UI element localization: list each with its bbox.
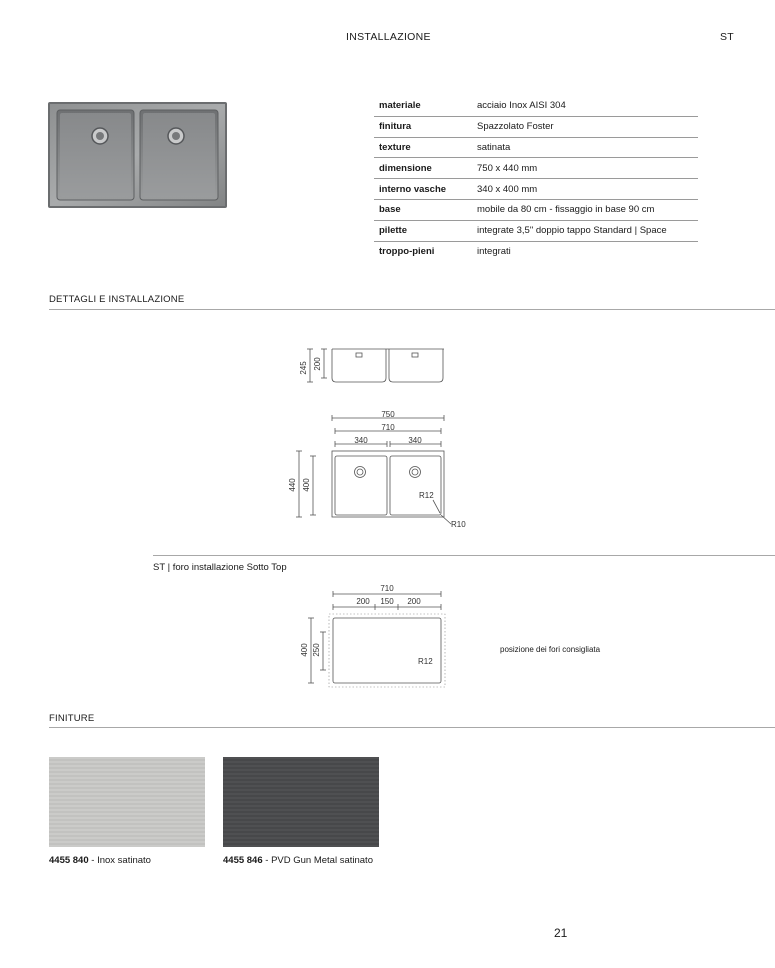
dim-cutout-seg2: 150 (380, 597, 394, 606)
spec-row (374, 179, 698, 200)
spec-key: materiale (379, 100, 421, 112)
spec-key: interno vasche (379, 183, 447, 195)
page-header-title: INSTALLAZIONE (346, 31, 431, 43)
spec-value: mobile da 80 cm - fissaggio in base 90 cm (477, 204, 655, 216)
swatch-inox (49, 757, 205, 847)
spec-row (374, 117, 698, 138)
section-divider (49, 727, 775, 728)
spec-key: pilette (379, 225, 407, 237)
spec-row (374, 221, 698, 242)
spec-key: finitura (379, 121, 412, 133)
spec-value: satinata (477, 141, 511, 153)
page-header-code: ST (720, 31, 735, 43)
spec-row (374, 200, 698, 221)
dim-radius-inner: R12 (419, 491, 434, 500)
finish-label-inox (49, 855, 151, 866)
spec-value: integrate 3,5" doppio tappo Standard | Space (477, 225, 667, 237)
swatch-gun-metal (223, 757, 379, 847)
dim-side-total: 245 (299, 361, 308, 375)
spec-row (374, 138, 698, 159)
finish-name: - Inox satinato (88, 855, 151, 866)
spec-value: acciaio Inox AISI 304 (477, 100, 566, 112)
finish-code: 4455 846 (223, 855, 263, 866)
spec-row (374, 242, 698, 262)
cutout-note: posizione dei fori consigliata (500, 645, 601, 654)
dim-total-height: 440 (288, 478, 297, 492)
dim-cutout-height: 400 (300, 643, 309, 657)
dim-bowl2-width: 340 (408, 436, 422, 445)
finish-name: - PVD Gun Metal satinato (262, 855, 373, 866)
dim-radius-outer: R10 (451, 520, 466, 529)
top-view-drawing (283, 405, 483, 535)
spec-table (374, 96, 698, 261)
spec-value: Spazzolato Foster (477, 121, 554, 133)
cutout-section-title: ST | foro installazione Sotto Top (153, 562, 287, 573)
side-view-drawing (292, 340, 462, 390)
page-number: 21 (554, 926, 568, 940)
spec-row (374, 158, 698, 179)
spec-key: troppo-pieni (379, 245, 435, 257)
spec-value: 750 x 440 mm (477, 162, 538, 174)
finish-code: 4455 840 (49, 855, 89, 866)
section-title-finishes: FINITURE (49, 713, 95, 724)
spec-key: dimensione (379, 162, 432, 174)
spec-key: base (379, 204, 401, 216)
spec-key: texture (379, 141, 411, 153)
dim-cutout-width: 710 (380, 584, 394, 593)
dim-inner-width: 710 (381, 423, 395, 432)
section-divider (49, 309, 775, 310)
section-divider (153, 555, 775, 556)
section-title-details: DETTAGLI E INSTALLAZIONE (49, 294, 185, 305)
dim-cutout-seg1: 200 (356, 597, 370, 606)
spec-value: integrati (477, 245, 511, 257)
cutout-drawing (293, 580, 463, 690)
dim-bowl-height: 400 (302, 478, 311, 492)
dim-cutout-radius: R12 (418, 657, 433, 666)
dim-cutout-height-inner: 250 (312, 643, 321, 657)
dim-cutout-seg3: 200 (407, 597, 421, 606)
spec-value: 340 x 400 mm (477, 183, 538, 195)
dim-total-width: 750 (381, 410, 395, 419)
dim-bowl1-width: 340 (354, 436, 368, 445)
finish-label-gun-metal (223, 855, 373, 866)
product-sink-image (48, 102, 227, 208)
spec-row (374, 96, 698, 117)
dim-side-bowl: 200 (313, 357, 322, 371)
